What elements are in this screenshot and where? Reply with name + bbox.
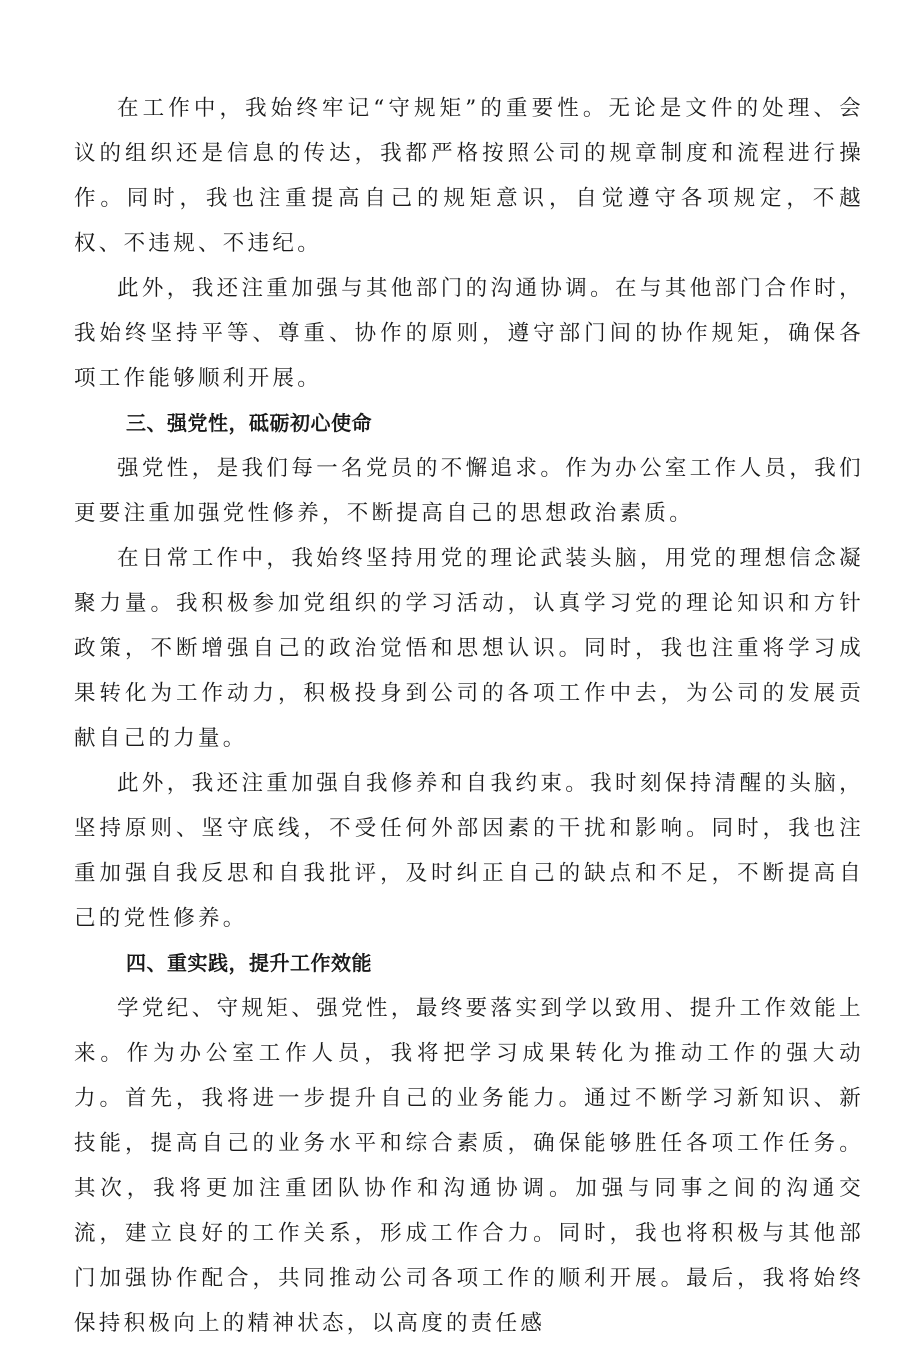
paragraph-party-spirit: 强党性，是我们每一名党员的不懈追求。作为办公室工作人员，我们更要注重加强党性修养，不断提高自己的思想政治素质。 xyxy=(74,456,864,526)
paragraph-daily-work: 在日常工作中，我始终坚持用党的理论武装头脑，用党的理想信念凝聚力量。我积极参加党组织的学习活动，认真学习党的理论知识和方针政策，不断增强自己的政治觉悟和思想认识。同时，我也注重将学习成果转化为工作动力，积极投身到公司的各项工作中去，为公司的发展贡献自己的力量。 xyxy=(74,546,864,751)
paragraph-practice: 学党纪、守规矩、强党性，最终要落实到学以致用、提升工作效能上来。作为办公室工作人员，我将把学习成果转化为推动工作的强大动力。首先，我将进一步提升自己的业务能力。通过不断学习新知识、新技能，提高自己的业务水平和综合素质，确保能够胜任各项工作任务。其次，我将更加注重团队协作和沟通协调。加强与同事之间的沟通交流，建立良好的工作关系，形成工作合力。同时，我也将积极与其他部门加强协作配合，共同推动公司各项工作的顺利开展。最后，我将始终保持积极向上的精神状态，以高度的责任感 xyxy=(74,996,864,1336)
paragraph-self-discipline: 此外，我还注重加强自我修养和自我约束。我时刻保持清醒的头脑，坚持原则、坚守底线，不受任何外部因素的干扰和影响。同时，我也注重加强自我反思和自我批评，及时纠正自己的缺点和不足，不断提高自己的党性修养。 xyxy=(74,771,864,931)
paragraph-cross-department: 此外，我还注重加强与其他部门的沟通协调。在与其他部门合作时，我始终坚持平等、尊重、协作的原则，遵守部门间的协作规矩，确保各项工作能够顺利开展。 xyxy=(74,276,864,391)
section-heading-three: 三、强党性，砥砺初心使命 xyxy=(126,411,372,435)
paragraph-rules-awareness: 在工作中，我始终牢记“守规矩”的重要性。无论是文件的处理、会议的组织还是信息的传达，我都严格按照公司的规章制度和流程进行操作。同时，我也注重提高自己的规矩意识，自觉遵守各项规定，不越权、不违规、不违纪。 xyxy=(74,96,864,256)
section-heading-four: 四、重实践，提升工作效能 xyxy=(126,951,372,975)
